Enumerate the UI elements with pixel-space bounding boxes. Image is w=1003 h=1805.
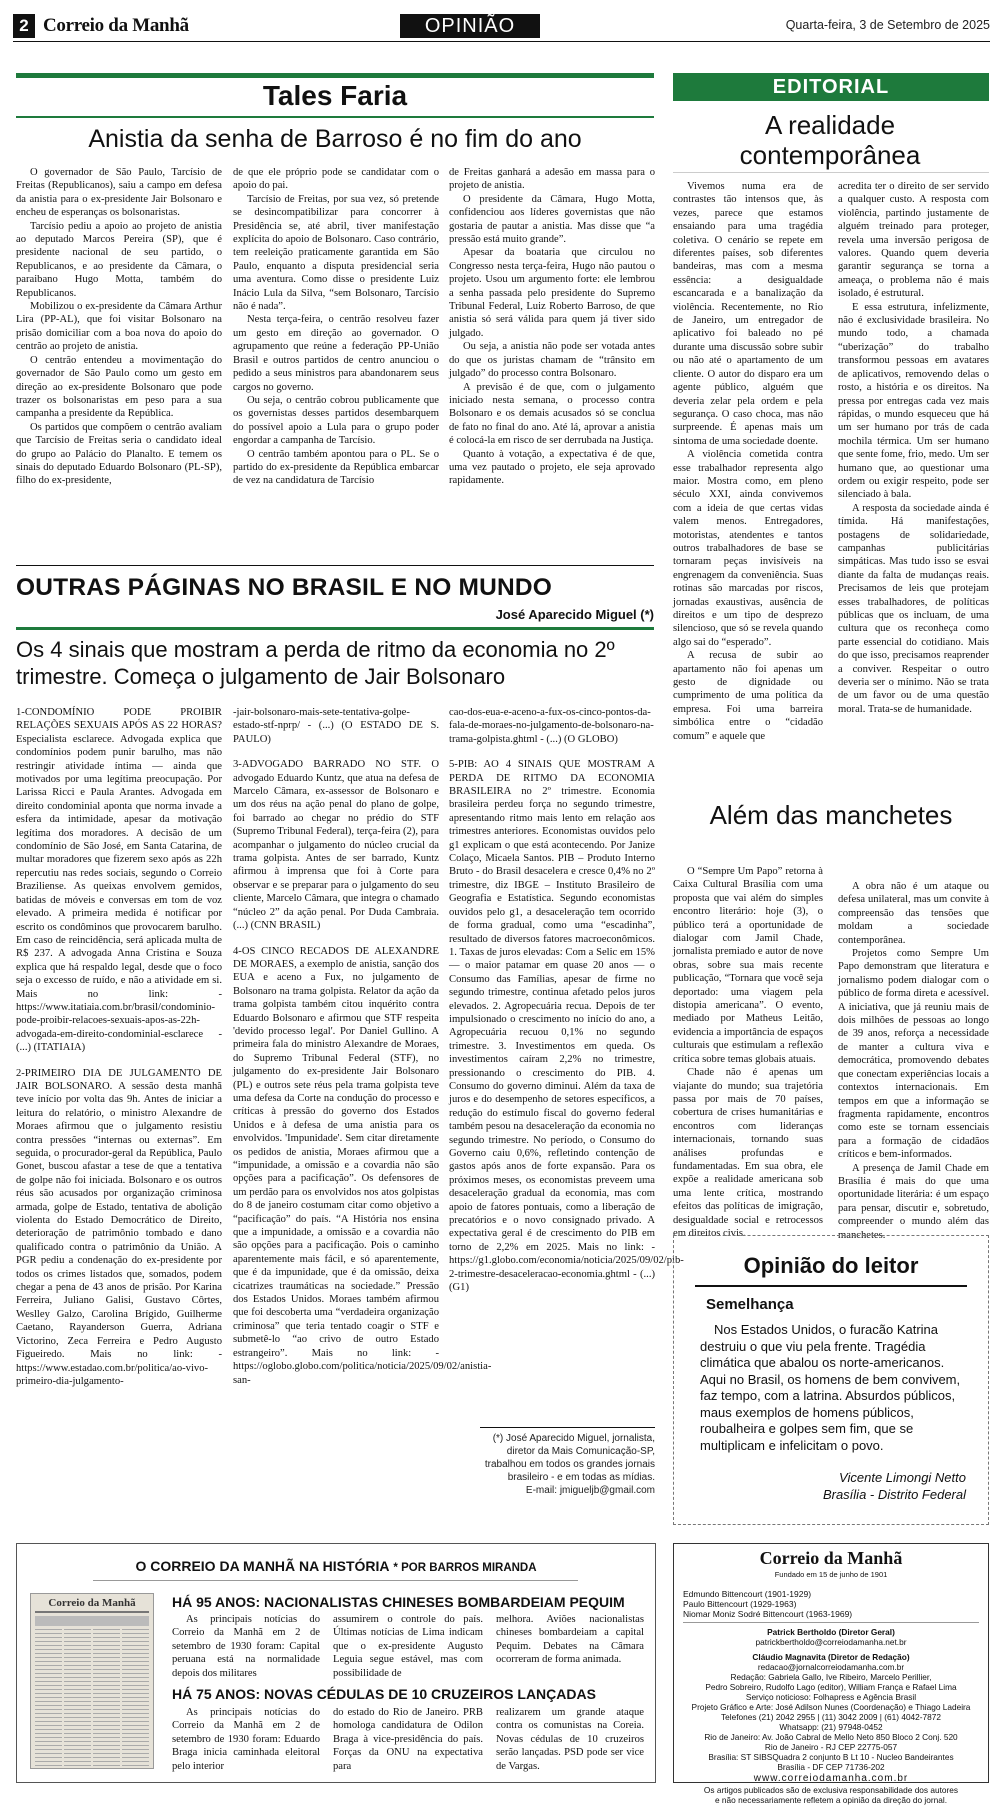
news-item-head: 2-PRIMEIRO DIA DE JULGAMENTO DE JAIR BOLSONARO. xyxy=(16,1067,222,1092)
historia-item1-col3 xyxy=(496,1613,644,1667)
manchetes-title: Além das manchetes xyxy=(709,800,953,830)
expediente-directors xyxy=(673,1627,989,1805)
paragraph: Ou seja, a anistia não pode ser votada antes do que os juristas chamam de “trânsito em julgado” do processo contra Bolsonaro. xyxy=(449,341,655,380)
issue-date: Quarta-feira, 3 de Setembro de 2025 xyxy=(785,18,990,32)
expediente-masthead: Correio da Manhã xyxy=(759,1548,903,1568)
expediente-rule xyxy=(683,1622,979,1623)
column-text-col3 xyxy=(449,166,655,526)
news-item xyxy=(233,945,492,1387)
news-item-text: O advogado Eduardo Kuntz, que atua na defesa de Marcelo Câmara, ex-assessor de Bolsonaro e um dos réus na ação penal do plano de golpe, foi barrado ao chegar no prédio do STF (Supremo Tribunal Federal), terça-feira (2), para acompanhar o julgamento do núcleo crucial da trama golpista. Antes de ser barrado, Kuntz afirmou à imprensa que foi à Corte para observar e se preparar para o julgamento do seu cliente, Marcelo Câmara, que integra o chamado “núcleo 2” da ação penal. Por Duda Cambraia. (...) (CNN BRASIL) xyxy=(233,759,439,932)
outras-col3 xyxy=(449,706,684,1416)
paragraph: O centrão também apontou para o PL. Se o partido do ex-presidente da República embarcar de vez na candidatura de Tarcísio xyxy=(233,448,439,487)
director-email: patrickbertholdo@correiodamanha.net.br xyxy=(755,1637,907,1647)
historia-item1-col2 xyxy=(333,1613,483,1679)
director-name: Patrick Bertholdo (Diretor Geral) xyxy=(767,1627,895,1637)
paragraph: As principais notícias do Correio da Manhã em 2 de setembro de 1930 foram: Capital peruana está na normalidade depois dos militares xyxy=(172,1614,320,1679)
paragraph: Os partidos que compõem o centrão avaliam que Tarcísio de Freitas seria o candidato ideal do grupo ao Palácio do Planalto. E temem os sinais do deputado Eduardo Bolsonaro (PL-SP), filho do ex-presidente, xyxy=(16,421,222,487)
staff-line: Brasília: ST SIBSQuadra 2 conjunto B Lt 10 - Nucleo Bandeirantes xyxy=(708,1752,954,1762)
founder-line: Niomar Moniz Sodré Bittencourt (1963-1969) xyxy=(683,1609,853,1619)
footnote-line: diretor da Mais Comunicação-SP, xyxy=(506,1446,655,1457)
news-item-text: Especialista esclarece. Advogada explica que condomínios podem punir barulho, mas não restringir atividade íntima — ainda que motivados por uma legítima preocupação. Por Larissa Ricci e Paula Arantes. Advogada em direito condominial aponta que norma invade a esfera da intimidade, apesar da motivação legítima dos moradores. A decisão de um condomínio de São José, em Santa Catarina, de multar moradores que fizerem sexo após as 22h repercutiu nas redes sociais, segundo o Correio Braziliense. As queixas envolvem gemidos, batidas de móveis e conversas em tom de voz elevado. A primeira medida é notificar por escrito os condôminos que provocarem barulho. Em caso de reincidência, será aplicada multa de R$ 237. A advogada Anna Cristina e Souza explica que há respaldo legal, desde que o foco seja o excesso de ruído, e não a atividade em si. Mais no link: - https://www.itatiaia.com.br/brasil/condominio-pode-proibir-relacoes-sexuais-apos-as-22h-advogada-em-direito-condominial-esclarece - (...) (ITATIAIA) xyxy=(16,733,222,1054)
staff-line: Pedro Sobreiro, Rudolfo Lago (editor), William França e Rafael Lima xyxy=(705,1682,957,1692)
news-item xyxy=(449,706,655,746)
paragraph: A violência cometida contra esse trabalhador representa algo maior. Mostra como, em pleno século XXI, ainda convivemos com a ideia de que certas vidas valem menos. Entregadores, motoristas, atendentes e tantos outros trabalhadores de base se tornaram peças invisíveis na engrenagem da conveniência. Suas rotinas são marcadas por riscos, jornadas exaustivas, ausência de direitos e um tipo de desprezo silencioso, que só se revela quando algo sai do “esperado”. xyxy=(673,449,823,648)
paragraph: de Freitas ganhará a adesão em massa para o projeto de anistia. xyxy=(449,167,655,192)
disclaimer-line: Os artigos publicados são de exclusiva responsabilidade dos autores xyxy=(703,1785,959,1795)
outras-rule xyxy=(16,627,654,630)
staff-line: Projeto Gráfico e Arte: José Adilson Nunes (Coordenação) e Thiago Ladeira xyxy=(691,1702,971,1712)
footnote-rule xyxy=(480,1427,655,1428)
manchetes-col1 xyxy=(673,865,823,1239)
news-item-text: -jair-bolsonaro-mais-sete-tentativa-golpe-estado-stf-nprp/ - (...) (O ESTADO DE S. PAULO) xyxy=(233,707,439,745)
paragraph: Mobilizou o ex-presidente da Câmara Arthur Lira (PP-AL), que foi visitar Bolsonaro na prisão domiciliar com a boa nova do apoio do centrão ao projeto de anistia. xyxy=(16,301,222,353)
page-header xyxy=(13,14,990,40)
paragraph: Vivemos numa era de contrastes tão intensos que, às vezes, parece que estamos ensaiando para uma tragédia coletiva. O cenário se repete em diferentes países, sob diferentes bandeiras, mas com a mesma essência: a desigualdade escancarada e a banalização da violência. Recentemente, no Rio de Janeiro, um entregador de aplicativo foi baleado no pé durante uma discussão sobre subir ou não até o apartamento de um cliente. O autor do disparo era um agente público, alguém que deveria zelar pela ordem e pela segurança. O caso choca, mas não surpreende. É apenas mais um sintoma de uma sociedade doente. xyxy=(673,181,823,447)
column-text-col1 xyxy=(16,166,222,526)
paragraph: Quanto à votação, a expectativa é de que, uma vez pautado o projeto, ele seja aprovado rapidamente. xyxy=(449,448,655,487)
paragraph: O “Sempre Um Papo” retorna à Caixa Cultural Brasília com uma proposta que vai além do simples encontro literário: hoje (3), o público terá a oportunidade de dialogar com Jamil Chade, jornalista premiado e autor de nove obras, sobre sua mais recente publicação, “Tornara que você seja deportado: uma viagem pela distopia americana”. O evento, mediado por Matheus Leitão, evidencia a importância de espaços culturais que estimulam a reflexão crítica sobre temas globais atuais. xyxy=(673,866,823,1065)
paragraph: O presidente da Câmara, Hugo Motta, confidenciou aos líderes governistas que não gostaria de pautar a anistia. Mas disse que “a pressão está muito grande”. xyxy=(449,193,655,246)
website: www.correiodamanha.com.br xyxy=(753,1773,909,1784)
news-item-text: A sessão desta manhã teve início por volta das 9h. Antes de iniciar a leitura do relatório, o ministro Alexandre de Moraes afirmou que o julgamento resistiu contra pressões “internas ou externas”. Em seguida, o procurador-geral da República, Paulo Gonet, buscou afastar a tese de que a tentativa de golpe não foi iniciada. Bolsonaro e os outros réus são acusados por organização criminosa armada, golpe de Estado, tentativa de abolição violenta do Estado Democrático de Direito, deterioração de patrimônio tombado e dano qualificado contra o patrimônio da União. A PGR pediu a condenação do ex-presidente por todos os crimes listados que, somados, podem chegar a pena de 43 anos de prisão. Por Karina Ferreira, Juliano Galisi, Gustavo Côrtes, Weslley Galzo, Carolina Brígido, Guilherme Caetano, Rayanderson Guerra, Adriana Victorino, Zeca Ferreira e Pedro Augusto Figueiredo. Mais no link: - https://www.estadao.com.br/politica/ao-vivo-primeiro-dia-julgamento- xyxy=(16,1080,222,1387)
outras-section-title: OUTRAS PÁGINAS NO BRASIL E NO MUNDO xyxy=(16,574,553,601)
founder-line: Edmundo Bittencourt (1901-1929) xyxy=(683,1589,812,1599)
leitor-text: Nos Estados Unidos, o furacão Katrina destruiu o que viu pela frente. Tragédia climática que abalou os norte-americanos. Aqui no Brasil, os homens de bem convivem, faz tempo, com a latrina. Absurdos públicos, maus exemplos de homens públicos, roubalheira e golpes sem fim, que se multiplicam e infelicitam o povo. xyxy=(700,1322,961,1453)
leitor-rule xyxy=(695,1285,967,1287)
section-label: OPINIÃO xyxy=(400,14,540,38)
outras-footnote xyxy=(449,1432,655,1497)
footnote-line: brasileiro - e em todas as mídias. xyxy=(507,1472,655,1483)
historia-item2-col3 xyxy=(496,1706,644,1772)
leitor-title: Opinião do leitor xyxy=(743,1253,919,1278)
historia-front-page-image xyxy=(30,1593,154,1769)
paragraph: Apesar da boataria que circulou no Congresso nesta terça-feira, Hugo não pautou o projeto. Usou um argumento forte: ele lembrou a senha passada pelo presidente do Supremo Tribunal Federal, Luiz Roberto Barroso, de que anistia só será válida para quem já tiver sido julgado. xyxy=(449,247,655,339)
editorial-col2 xyxy=(838,180,989,780)
outras-col2 xyxy=(233,706,492,1551)
outras-col1 xyxy=(16,706,222,1551)
footnote-line: trabalhou em todos os grandes jornais xyxy=(484,1459,655,1470)
news-item-head: 4-OS CINCO RECADOS DE ALEXANDRE DE MORAES, xyxy=(233,945,439,970)
historia-heading xyxy=(16,1558,656,1574)
news-item-text: a exemplo de anistia, sanção dos EUA e aceno a Fux, no julgamento de Bolsonaro na trama golpista. Relator da ação da trama golpista também citou inquérito contra Eduardo Bolsonaro e afirmou que STF respeita 'devido processo legal'. Por Daniel Gullino. A primeira fala do ministro Alexandre de Moraes, do Supremo Tribunal Federal (STF), no julgamento do ex-presidente Jair Bolsonaro (PL) e outros sete réus pela trama golpista teve uma defesa da Corte na condução do processo e críticas à pressão do governo dos Estados Unidos e à defesa de uma anistia para os envolvidos. 'Impunidade'. Sem citar diretamente os pedidos de anistia, Moraes afirmou que a “impunidade, a omissão e a covardia não são opções para a pacificação”. Os defensores de um perdão para os envolvidos nos atos golpistas do 8 de janeiro costumam citar como objetivo a “pacificação” do país. “A História nos ensina que a impunidade, a omissão e a covardia não são opções para a pacificação. Pois o caminho aparentemente mais fácil, e só aparentemente, que é da impunidade, que é da omissão, deixa cicatrizes traumáticas na sociedade.” Pressão dos Estados Unidos. Moraes também afirmou que foi descoberta uma “verdadeira organização criminosa” que teria tentado coagir o STF e submetê-lo “ao crivo de outro Estado estrangeiro”. Mais no link: - https://oglobo.globo.com/politica/noticia/2025/09/02/anistia-san- xyxy=(233,958,492,1386)
paragraph: de que ele próprio pode se candidatar com o apoio do pai. xyxy=(233,167,439,192)
news-item xyxy=(16,706,222,1055)
header-rule xyxy=(13,41,990,42)
paragraph: O centrão entendeu a movimentação do governador de São Paulo como um gesto em direção ao ex-presidente Bolsonaro que pode trazer os bolsonaristas em peso para a sua campanha a presidente da República. xyxy=(16,354,222,420)
outras-top-rule xyxy=(16,565,654,566)
paragraph: A recusa de subir ao apartamento não foi apenas um gesto de dignidade ou cumprimento de uma política da empresa. Foi uma barreira simbólica entre o “cidadão comum” e aquele que xyxy=(673,650,823,742)
news-item xyxy=(16,1067,222,1389)
paragraph: Ou seja, o centrão cobrou publicamente que os governistas desses partidos desembarquem do possível apoio a Lula para o grupo poder engordar a campanha de Tarcísio. xyxy=(233,394,439,447)
news-item-text: no 2º trimestre. Economia brasileira perdeu força no segundo trimestre, apresentando ritmo mais lento em relação aos trimestres anteriores. Economistas ouvidos pelo g1 explicam o que está acontecendo. Por Janize Colaço, Micaela Santos. PIB – Produto Interno Bruto - do Brasil desacelera e cresce 0,4% no 2º trimestre, diz IBGE – Instituto Brasileiro de Geografia e Estatística. Segundo economistas ouvidos pelo g1, a desaceleração tem ocorrido de forma gradual, como uma “escadinha”, resultado de diversos fatores macroeconômicos. 1. Taxas de juros elevadas: Com a Selic em 15% — o maior patamar em quase 20 anos — o Consumo das Famílias, apesar de firme no segundo trimestre, continua afetado pelos juros elevados. 2. Agropecuária recua. Depois de ter impulsionado o crescimento no início do ano, a Agropecuária recuou 0,1% no segundo trimestre. 3. Investimentos em queda. Os investimentos caíram 2,2% no trimestre, pressionando o crescimento do PIB. 4. Consumo do governo diminui. Além da taxa de juros e do desempenho de setores específicos, a redução do estímulo fiscal do governo federal também pesou na desaceleração da economia no segundo trimestre. No período, o Consumo do Governo caiu 0,6%, refletindo contenção de gastos após anos de forte expansão. Para os próximos meses, os economistas preveem uma desaceleração gradual da economia, mas com apoio de fatores pontuais, como a liberação de precatórios e o novo consignado privado. A expectativa geral é de crescimento do PIB em torno de 2,2% em 2025. Mais no link: - https://g1.globo.com/economia/noticia/2025/09/02/pib-2-trimestre-desaceleracao-economia.ghtml - (...) (G1) xyxy=(449,786,684,1294)
news-item-text: cao-dos-eua-e-aceno-a-fux-os-cinco-pontos-da-fala-de-moraes-no-julgamento-de-bolsonaro-na-trama-golpista.ghtml - (...) (O GLOBO) xyxy=(449,707,654,745)
news-item-head: 1-CONDOMÍNIO PODE PROIBIR RELAÇÕES SEXUAIS APÓS AS 22 HORAS? xyxy=(16,707,222,732)
editorial-divider xyxy=(673,172,989,173)
paragraph: realizarem um grande ataque contra os comunistas na Coreia. Novas cédulas de 10 cruzeiros serão lançadas. PSD pode ser vice de Vargas. xyxy=(496,1707,644,1772)
editorial-col1 xyxy=(673,180,823,780)
staff-line: Whatsapp: (21) 97948-0452 xyxy=(779,1722,883,1732)
historia-heading-rule xyxy=(93,1580,578,1581)
paragraph: Tarcísio de Freitas, por sua vez, só pretende se desincompatibilizar para concorrer à Presidência se, até abril, tiver manifestação explícita do apoio de Bolsonaro. Caso contrário, tem reeleição praticamente garantida em São Paulo, enquanto a disputa presidencial seria uma aventura. Como disse o presidente Luiz Inácio Lula da Silva, “sem Bolsonaro, Tarcísio não é nada”. xyxy=(233,193,439,313)
paragraph: A previsão é de que, com o julgamento iniciado nesta semana, o processo contra Bolsonaro e os demais acusados só se conclua de fato no final do ano. Até lá, aprovar a anistia é colocá-la em risco de ser derrubada na Justiça. xyxy=(449,381,655,447)
founder-line: Paulo Bittencourt (1929-1963) xyxy=(683,1599,797,1609)
paragraph: O governador de São Paulo, Tarcísio de Freitas (Republicanos), saiu a campo em defesa da anistia para o ex-presidente Jair Bolsonaro e encheu de esperanças os bolsonaristas. xyxy=(16,167,222,219)
news-item xyxy=(449,758,684,1294)
staff-line: Serviço noticioso: Folhapress e Agência Brasil xyxy=(745,1692,917,1702)
news-item-head: 5-PIB: AO 4 SINAIS QUE MOSTRAM A PERDA DE RITMO DA ECONOMIA BRASILEIRA xyxy=(449,759,655,798)
paragraph: do estado do Rio de Janeiro. PRB homologa candidatura de Odilon Braga à vice-presidência do país. Forças da ONU na expectativa para xyxy=(333,1707,483,1772)
staff-line: Rio de Janeiro - RJ CEP 22775-057 xyxy=(764,1742,898,1752)
paragraph: Nesta terça-feira, o centrão resolveu fazer um gesto em direção ao governador. O agrupamento que reúne a federação PP-União Brasil e outros partidos de centro anunciou o pedido a seus ministros para abandonarem seus cargos no governo. xyxy=(233,314,439,393)
paragraph: Tarcísio pediu a apoio ao projeto de anistia ao deputado Marcos Pereira (SP), que é presidente nacional de seu partido, o Republicanos, e ao presidente da Câmara, o paraibano Hugo Motta, também do Republicanos. xyxy=(16,220,222,299)
column-title: Anistia da senha de Barroso é no fim do ano xyxy=(88,125,582,153)
paragraph: As principais notícias do Correio da Manhã em 2 de setembro de 1930 foram: Eduardo Braga inicia caminhada eleitoral pelo interior xyxy=(172,1707,320,1772)
historia-item2-title: HÁ 75 ANOS: NOVAS CÉDULAS DE 10 CRUZEIROS LANÇADAS xyxy=(172,1686,596,1702)
historia-item2-col1 xyxy=(172,1706,320,1772)
staff-line: Brasília - DF CEP 71736-202 xyxy=(777,1762,885,1772)
staff-line: Telefones (21) 2042 2955 | (11) 3042 2009 | (61) 4042-7872 xyxy=(720,1712,942,1722)
staff-line: Rio de Janeiro: Av. João Cabral de Mello Neto 850 Bloco 2 Conj. 520 xyxy=(704,1732,958,1742)
historia-byline: * POR BARROS MIRANDA xyxy=(393,1562,537,1574)
historia-item1-title: HÁ 95 ANOS: NACIONALISTAS CHINESES BOMBARDEIAM PEQUIM xyxy=(172,1594,625,1610)
footnote-line: (*) José Aparecido Miguel, jornalista, xyxy=(492,1433,655,1444)
column-top-bar xyxy=(16,73,654,78)
paragraph: acredita ter o direito de ser servido a qualquer custo. A resposta com violência, partindo justamente de alguém treinado para proteger, revela uma inversão perigosa de valores. Quando quem deveria garantir segurança se torna a ameaça, o problema não é mais isolado, é estrutural. xyxy=(838,181,989,300)
news-item xyxy=(233,706,439,746)
leitor-signature: Vicente Limongi Netto xyxy=(839,1470,966,1485)
column-author: Tales Faria xyxy=(262,80,408,111)
paragraph: melhora. Aviões nacionalistas chineses bombardeiam a capital Pequim. Debates na Câmara ocorreram de forma animada. xyxy=(496,1614,644,1666)
paragraph: E essa estrutura, infelizmente, não é exclusividade brasileira. No mundo todo, a chamada “uberização” do trabalho transformou pessoas em avatares de aplicativos, removendo delas o rosto, a história e os direitos. Na pressa por entregas cada vez mais rápidas, o mundo esqueceu que há um ser humano por trás de cada mochila térmica. Um ser humano que sente fome, frio, medo. Um ser humano que, ao questionar uma ordem ou exigir respeito, pode ser silenciado à bala. xyxy=(838,301,989,501)
historia-item2-col2 xyxy=(333,1706,483,1772)
column-author-rule xyxy=(16,116,654,118)
manchetes-col2 xyxy=(838,880,989,1241)
editor-name: Cláudio Magnavita (Diretor de Redação) xyxy=(752,1652,910,1662)
paragraph: Chade não é apenas um viajante do mundo; sua trajetória passa por mais de 70 países, cobertura de crises humanitárias e encontros com lideranças internacionais, tornando suas análises profundas e fundamentadas. Em sua obra, ele expõe a realidade americana sob uma lente crítica, mostrando efeitos das políticas de imigração, desigualdade social e retrocessos em direitos civis. xyxy=(673,1067,823,1239)
historia-item1-col1 xyxy=(172,1613,320,1679)
paragraph: assumirem o controle do país. Últimas notícias de Lima indicam que o ex-presidente Augusto Leguia segue estável, mas com possibilidade de xyxy=(333,1614,483,1679)
disclaimer-line: e não necessariamente refletem a opinião da direção do jornal. xyxy=(715,1795,947,1805)
historia-title: O CORREIO DA MANHÃ NA HISTÓRIA xyxy=(135,1558,390,1574)
expediente-founded: Fundado em 15 de junho de 1901 xyxy=(774,1570,888,1579)
paragraph: Projetos como Sempre Um Papo demonstram que literatura e jornalismo podem dialogar com o público de forma direta e acessível. A iniciativa, que já reuniu mais de dois milhões de pessoas ao longo de 39 anos, reforça a necessidade de manter a cultura viva e democrática, promovendo debates que conectam experiências locais a contextos internacionais. Em tempos em que a informação se fragmenta rapidamente, encontros como este se tornam essenciais para a formação de cidadãos críticos e bem-informados. xyxy=(838,948,989,1161)
paragraph: A presença de Jamil Chade em Brasília é mais do que uma oportunidade literária: é um espaço para pensar, discutir e, sobretudo, compreender o mundo além das manchetes. xyxy=(838,1162,989,1241)
expediente-founders xyxy=(683,1589,852,1619)
news-item xyxy=(233,758,439,932)
leitor-location: Brasília - Distrito Federal xyxy=(822,1487,966,1502)
paragraph: A obra não é um ataque ou defesa unilateral, mas um convite à compreensão das tensões que moldam a sociedade contemporânea. xyxy=(838,881,989,946)
editorial-title: A realidade contemporânea xyxy=(739,110,921,170)
leitor-subtitle: Semelhança xyxy=(706,1296,794,1313)
news-item-head: 3-ADVOGADO BARRADO NO STF. xyxy=(233,759,422,771)
image-masthead: Correio da Manhã xyxy=(48,1597,136,1609)
footnote-line: E-mail: jmigueljb@gmail.com xyxy=(525,1485,655,1496)
column-text-col2 xyxy=(233,166,439,526)
editorial-label: EDITORIAL xyxy=(673,73,989,101)
editor-email: redacao@jornalcorreiodamanha.com.br xyxy=(757,1662,905,1672)
masthead: Correio da Manhã xyxy=(43,15,189,36)
page-number: 2 xyxy=(13,14,35,38)
outras-author: José Aparecido Miguel (*) xyxy=(495,607,654,622)
paragraph: A resposta da sociedade ainda é tímida. Há manifestações, postagens de solidariedade, campanhas publicitárias simpáticas. Mas tudo isso se esvai diante da falta de mudanças reais. Precisamos de leis que protejam esses trabalhadores, de políticas públicas que os incluam, de uma cultura que os reconheça como parte essencial do cotidiano. Mais do que isso, precisamos reaprender a conviver. Respeitar o outro deveria ser o mínimo. Não se trata de um favor ou de uma questão moral. Trata-se de humanidade. xyxy=(838,502,989,715)
staff-line: Redação: Gabriela Gallo, Ive Ribeiro, Marcelo Perillier, xyxy=(730,1672,932,1682)
outras-headline: Os 4 sinais que mostram a perda de ritmo da economia no 2º trimestre. Começa o julgamento de Jair Bolsonaro xyxy=(16,637,615,689)
